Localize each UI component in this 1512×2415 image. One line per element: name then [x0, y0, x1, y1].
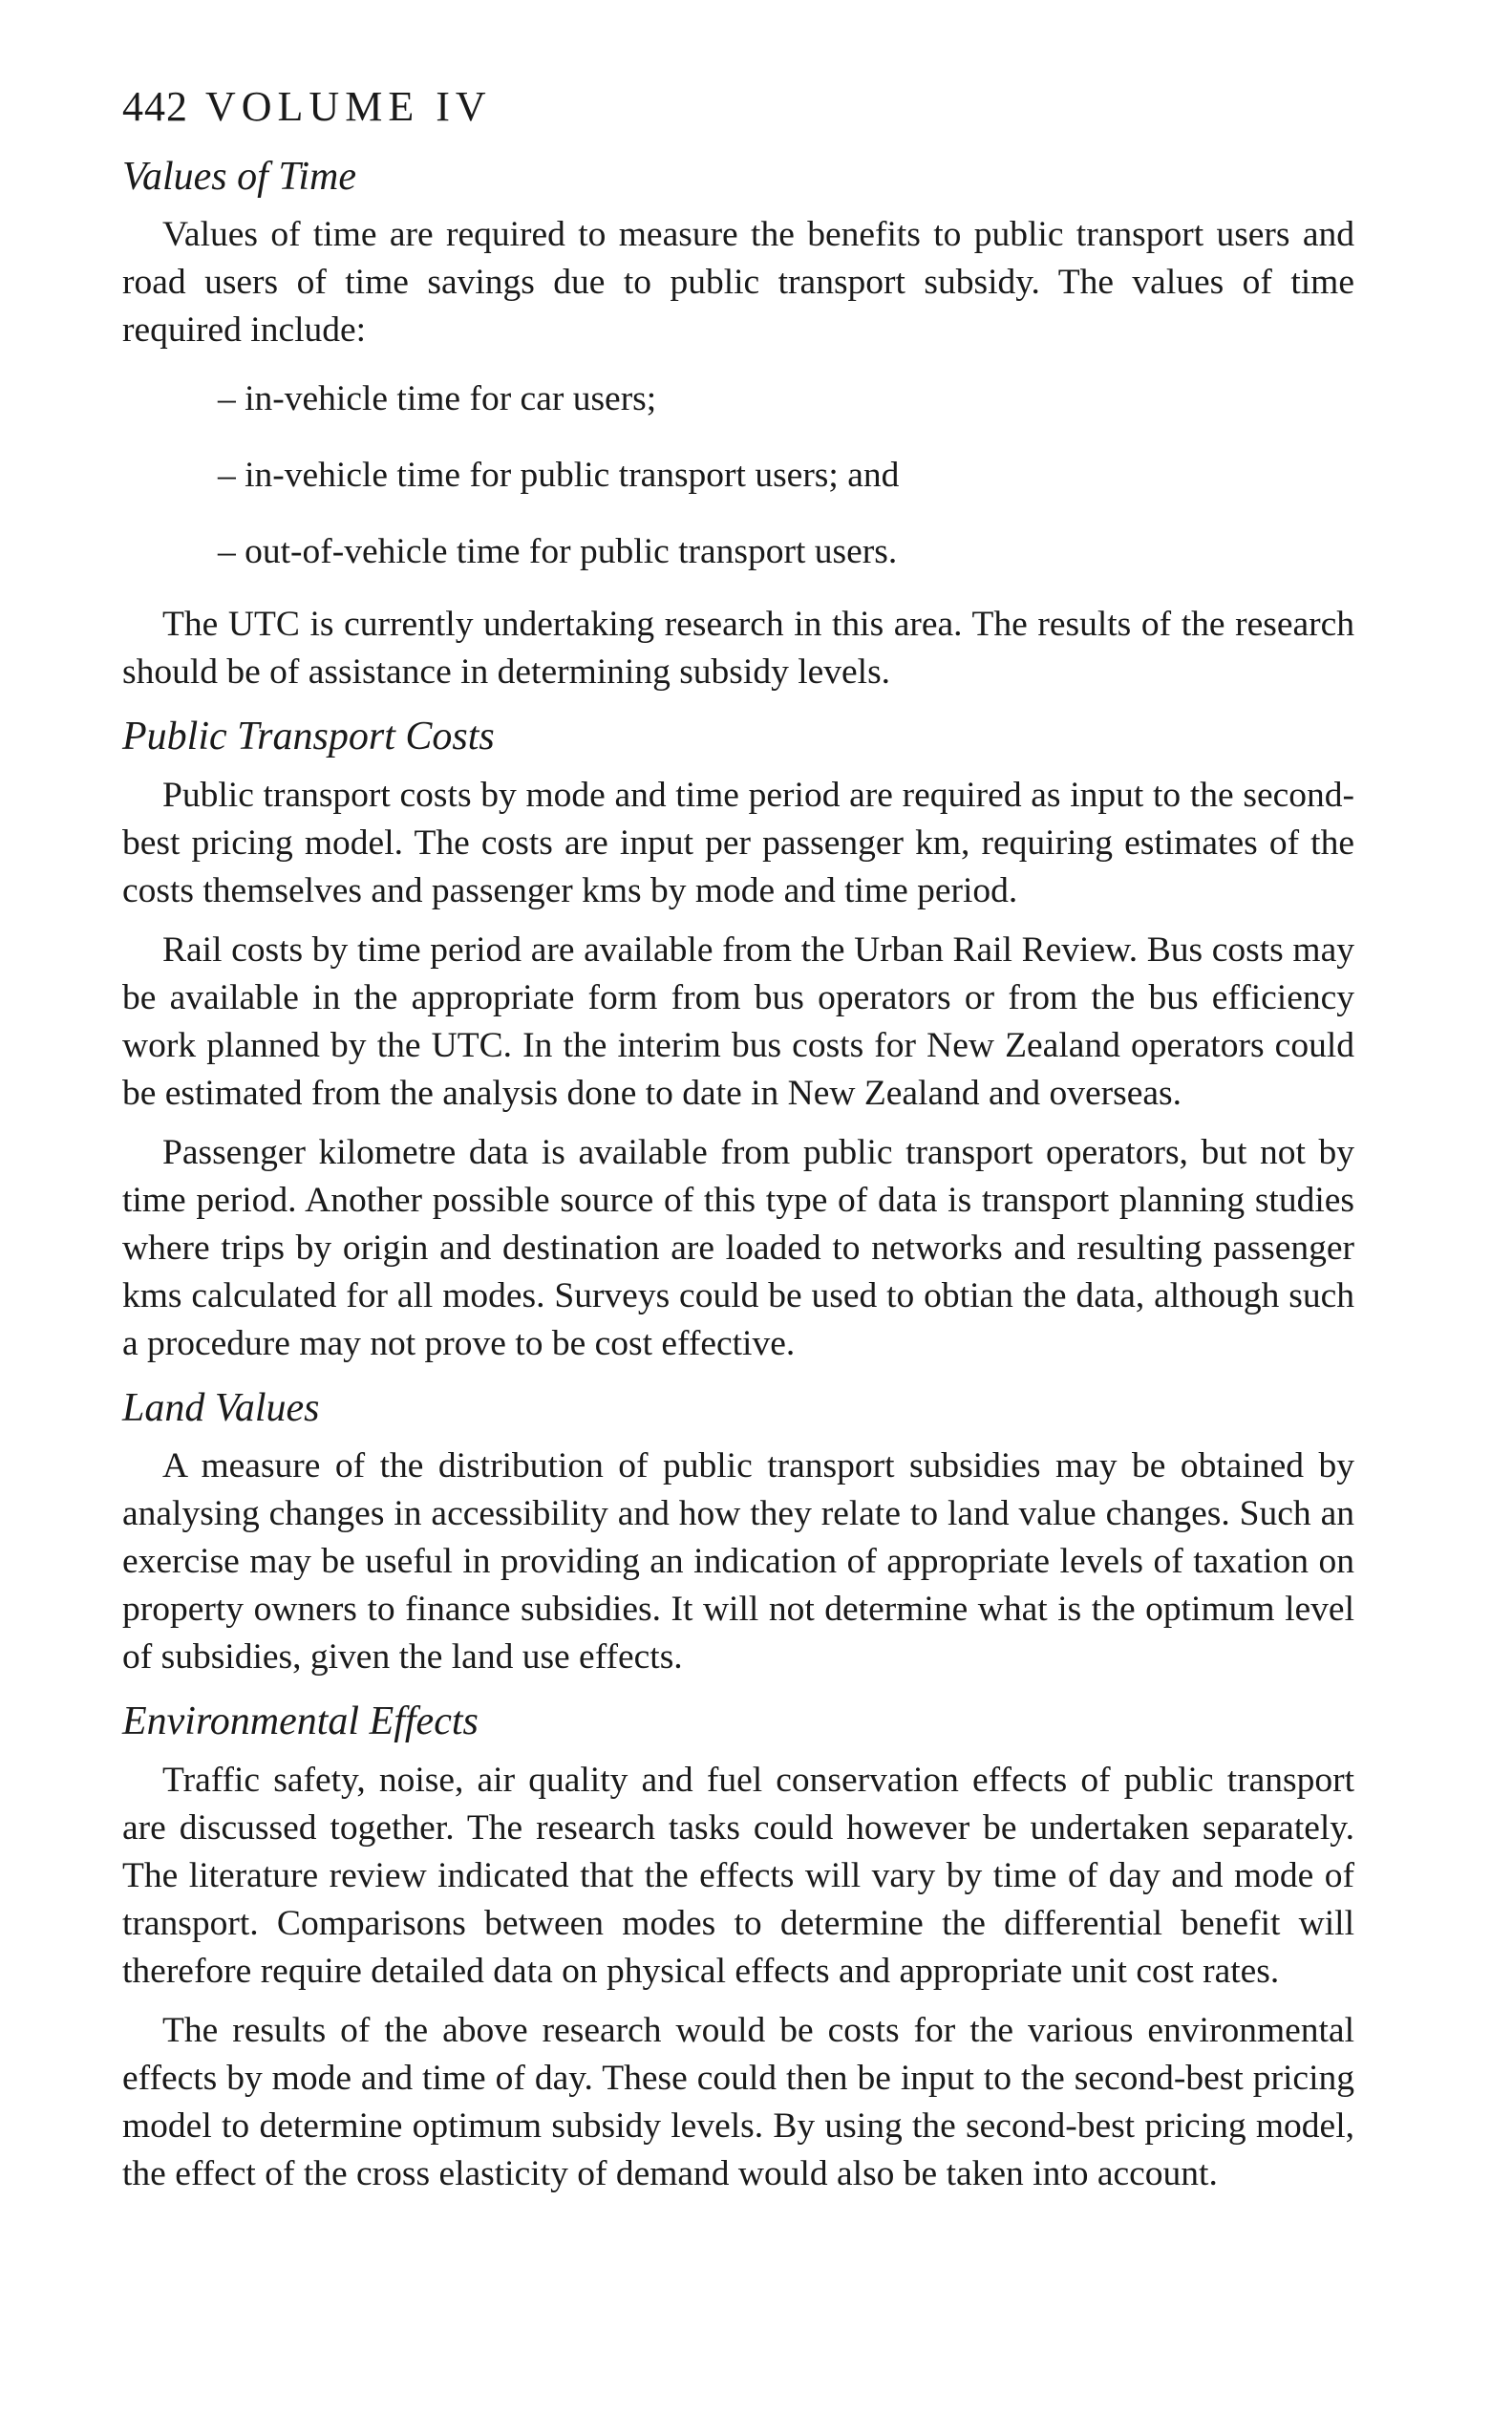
paragraph: Traffic safety, noise, air quality and fuel conservation effects of public transport are discussed together. The research tasks could however be undertaken separately. The literature review indicated that the effects will vary by time of day and mode of transport. Comparisons between modes to determine the differential benefit will therefore require detailed data on physical effects and appropriate unit cost rates. [122, 1760, 1354, 1991]
paragraph: Public transport costs by mode and time period are required as input to the second-best pricing model. The costs are input per passenger km, requiring estimates of the costs themselves and passenger kms by mode and time period. [122, 775, 1354, 910]
paragraph: The results of the above research would be costs for the various environmental effects by mode and time of day. These could then be input to the second-best pricing model to determine optimum subsidy levels. By using the second-best pricing model, the effect of the cross elasticity of demand would also be taken into account. [122, 2010, 1354, 2193]
section-values-of-time [122, 152, 1354, 697]
list-item: – in-vehicle time for car users; [218, 379, 657, 419]
section-environmental-effects [122, 1697, 1354, 2198]
list-item: – out-of-vehicle time for public transport users. [218, 532, 898, 572]
list-item: – in-vehicle time for public transport users; and [218, 456, 900, 496]
time-values-list [218, 375, 1354, 576]
section-land-values [122, 1383, 1354, 1682]
document-page [122, 82, 1354, 2213]
page-number: 442 [122, 83, 188, 130]
section-title: Land Values [122, 1385, 320, 1430]
section-title: Public Transport Costs [122, 715, 495, 759]
running-head [122, 82, 1354, 133]
paragraph: Values of time are required to measure the benefits to public transport users and road users of time savings due to public transport subsidy. The values of time required include: [122, 215, 1354, 351]
volume-label: VOLUME IV [205, 83, 492, 130]
paragraph: A measure of the distribution of public transport subsidies may be obtained by analysing changes in accessibility and how they relate to land value changes. Such an exercise may be useful in providing an indication of appropriate levels of taxation on property owners to finance subsidies. It will not determine what is the optimum level of subsidies, given the land use effects. [122, 1446, 1354, 1678]
section-title: Environmental Effects [122, 1699, 479, 1744]
section-title: Values of Time [122, 154, 357, 199]
paragraph: The UTC is currently undertaking research in this area. The results of the research should be of assistance in determining subsidy levels. [122, 605, 1354, 693]
paragraph: Passenger kilometre data is available from public transport operators, but not by time period. Another possible source of this type of data is transport planning studies where trips by origin and destination are loaded to networks and resulting passenger kms calculated for all modes. Surveys could be used to obtian the data, although such a procedure may not prove to be cost effective. [122, 1132, 1354, 1363]
section-public-transport-costs [122, 712, 1354, 1368]
paragraph: Rail costs by time period are available from the Urban Rail Review. Bus costs may be available in the appropriate form from bus operators or from the bus efficiency work planned by the UTC. In the interim bus costs for New Zealand operators could be estimated from the analysis done to date in New Zealand and overseas. [122, 930, 1354, 1113]
